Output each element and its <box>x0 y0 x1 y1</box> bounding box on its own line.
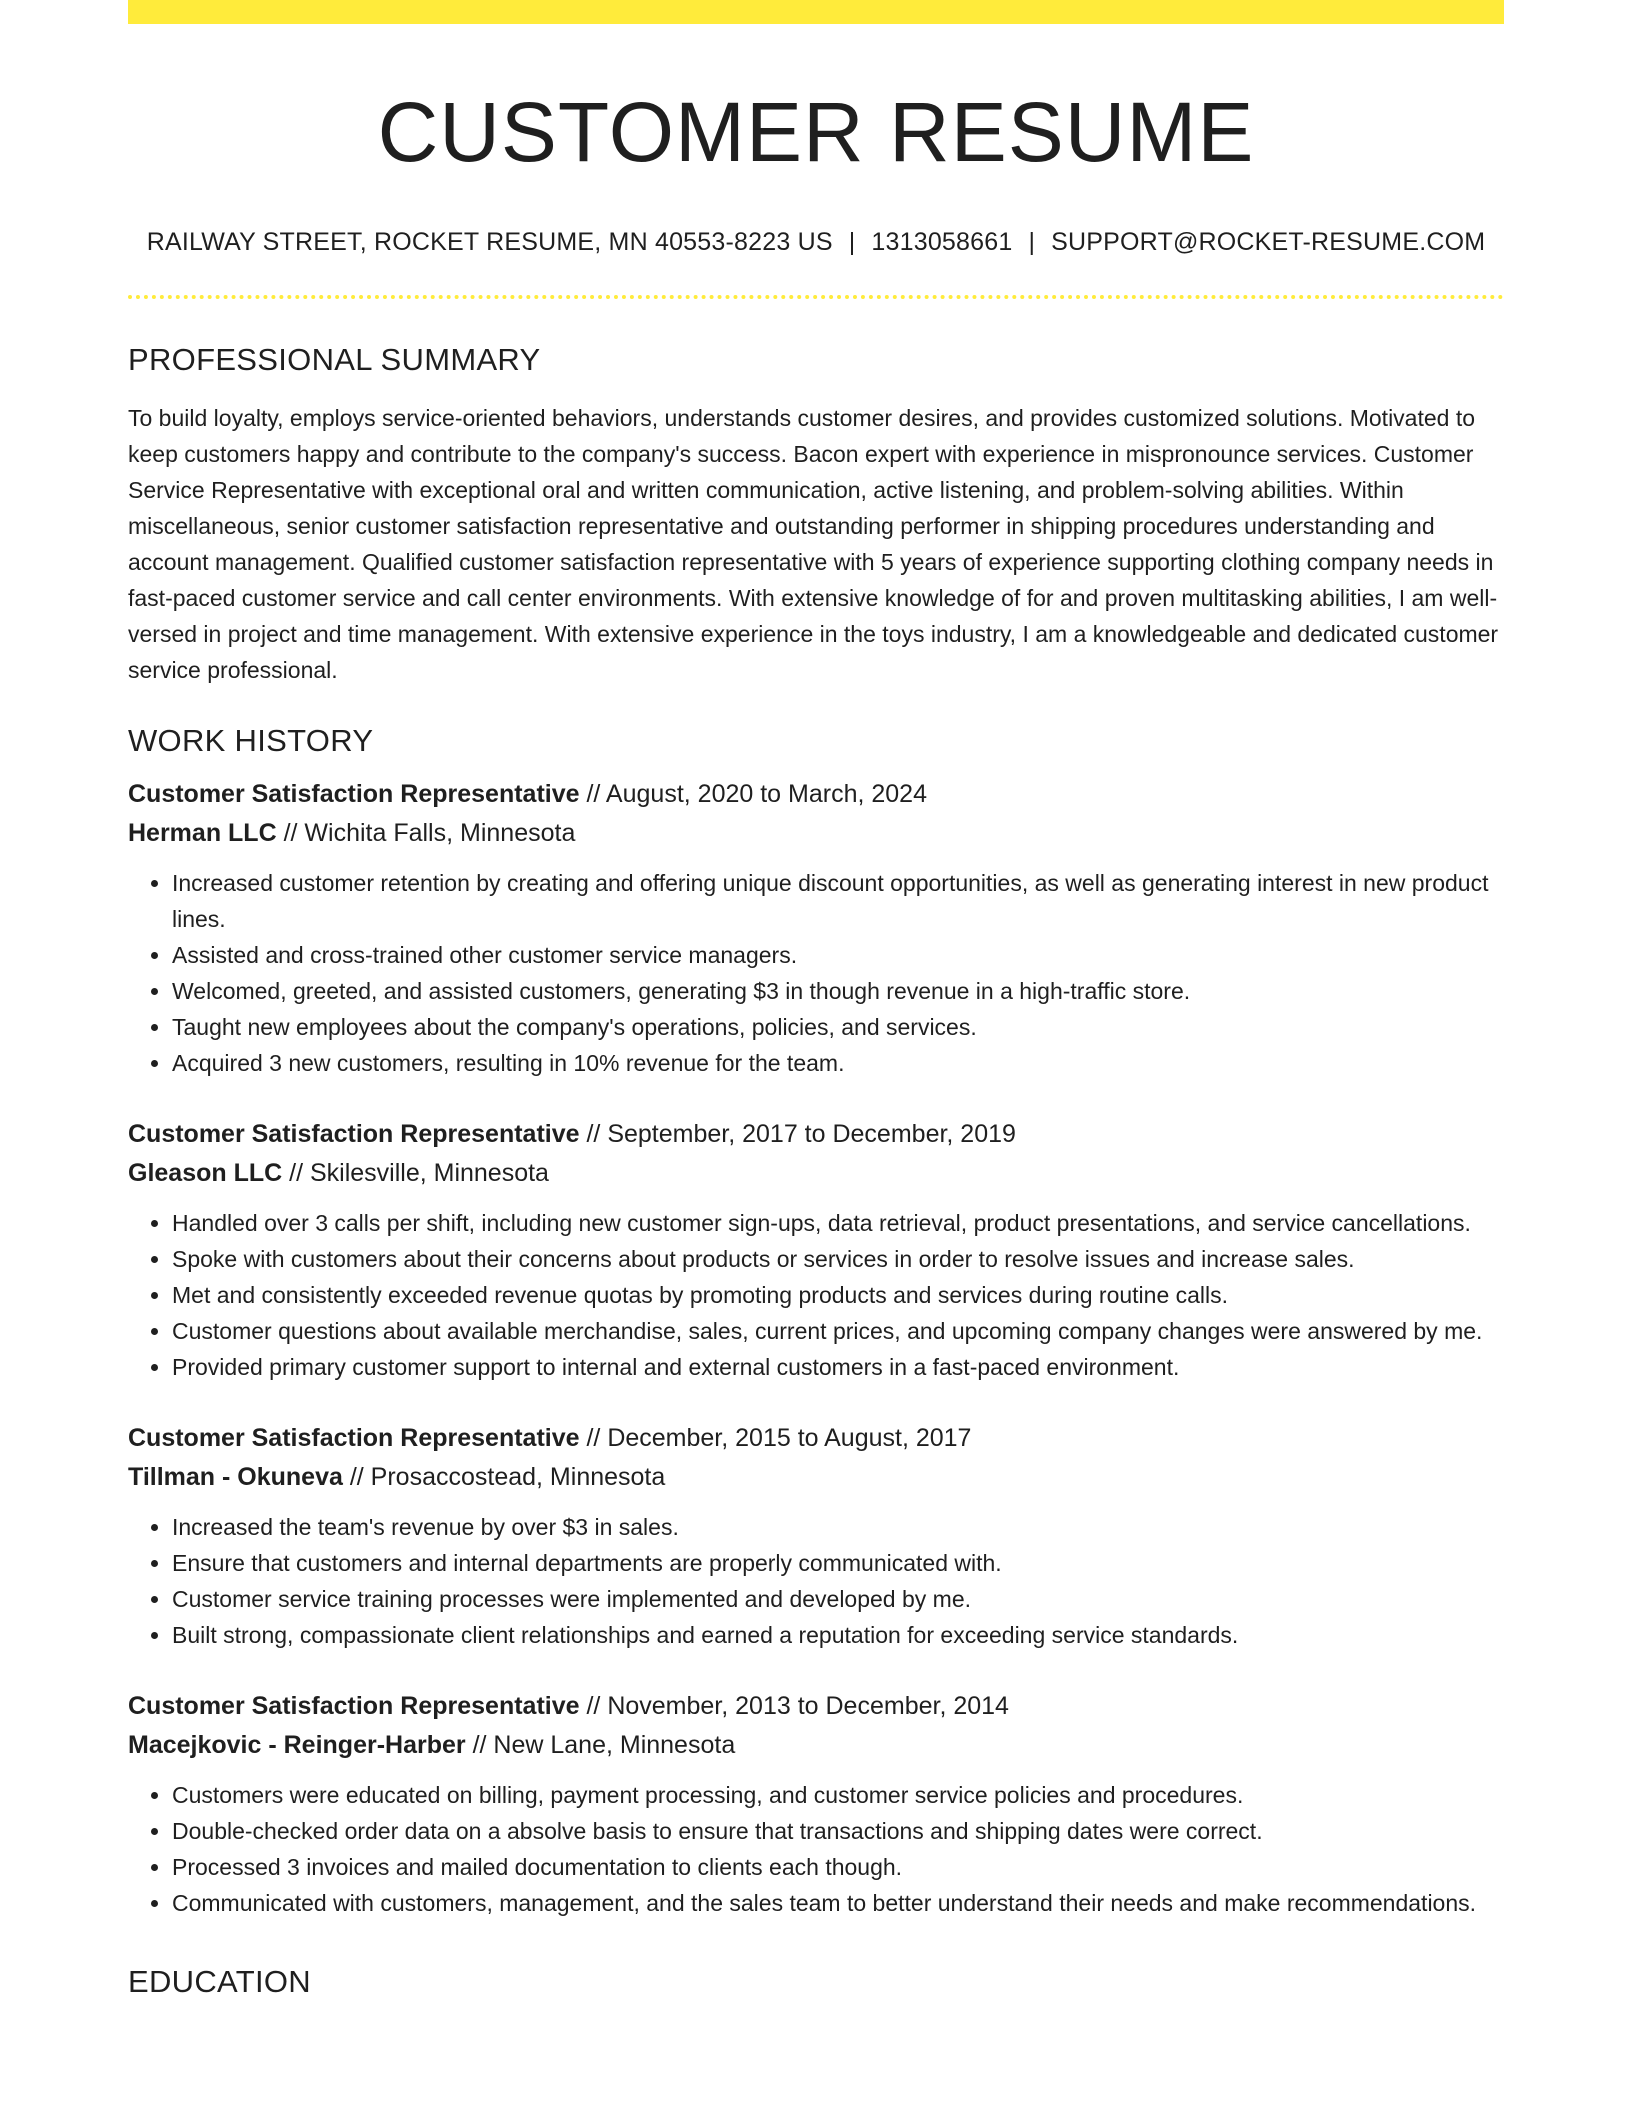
job-dates: // November, 2013 to December, 2014 <box>579 1692 1009 1721</box>
job-bullets <box>128 1205 1504 1385</box>
job-title-line <box>128 1687 1504 1726</box>
job-bullet: • Processed 3 invoices and mailed documentation to clients each though. <box>172 1849 1504 1885</box>
job-role: Customer Satisfaction Representative <box>128 1424 580 1453</box>
job-bullet: • Assisted and cross-trained other customer service managers. <box>172 937 1504 973</box>
job-dates: // December, 2015 to August, 2017 <box>579 1424 972 1453</box>
job-role: Customer Satisfaction Representative <box>128 780 580 809</box>
job-dates: // September, 2017 to December, 2019 <box>579 1120 1016 1149</box>
job-dates: // August, 2020 to March, 2024 <box>579 780 927 809</box>
job-bullet: • Welcomed, greeted, and assisted customers, generating $3 in though revenue in a high-traffic store. <box>172 973 1504 1009</box>
job-bullet: • Customer service training processes were implemented and developed by me. <box>172 1581 1504 1617</box>
contact-phone: 1313058661 <box>871 227 1013 256</box>
job-bullet: • Handled over 3 calls per shift, including new customer sign-ups, data retrieval, product presentations, and service cancellations. <box>172 1205 1504 1241</box>
job-bullet: • Acquired 3 new customers, resulting in 10% revenue for the team. <box>172 1045 1504 1081</box>
contact-address: RAILWAY STREET, ROCKET RESUME, MN 40553-8223 US <box>146 227 833 256</box>
job-bullet: • Ensure that customers and internal departments are properly communicated with. <box>172 1545 1504 1581</box>
dotted-divider <box>128 295 1504 299</box>
section-title-summary: PROFESSIONAL SUMMARY <box>128 341 541 377</box>
resume-page <box>128 0 1504 2000</box>
job-location: // Prosaccostead, Minnesota <box>342 1463 666 1492</box>
job-bullets <box>128 865 1504 1081</box>
job-bullet: • Taught new employees about the company's operations, policies, and services. <box>172 1009 1504 1045</box>
job-bullet: • Provided primary customer support to internal and external customers in a fast-paced environment. <box>172 1349 1504 1385</box>
job-company-line <box>128 1458 1504 1497</box>
job-role: Customer Satisfaction Representative <box>128 1692 580 1721</box>
contact-separator: | <box>1028 227 1036 256</box>
section-title-work-history: WORK HISTORY <box>128 722 374 758</box>
job-bullet: • Spoke with customers about their concerns about products or services in order to resolve issues and increase sales. <box>172 1241 1504 1277</box>
job-bullet: • Double-checked order data on a absolve basis to ensure that transactions and shipping dates were correct. <box>172 1813 1504 1849</box>
job-bullet: • Customer questions about available merchandise, sales, current prices, and upcoming company changes were answered by me. <box>172 1313 1504 1349</box>
job-title-line <box>128 1115 1504 1154</box>
job-company-line <box>128 1154 1504 1193</box>
job-company: Gleason LLC <box>128 1159 283 1188</box>
job-company: Macejkovic - Reinger-Harber <box>128 1731 466 1760</box>
job-bullet: • Met and consistently exceeded revenue quotas by promoting products and services during routine calls. <box>172 1277 1504 1313</box>
contact-line <box>128 227 1504 257</box>
job-bullet: • Communicated with customers, management, and the sales team to better understand their needs and make recommendations. <box>172 1885 1504 1921</box>
job-location: // New Lane, Minnesota <box>465 1731 736 1760</box>
job-bullet: • Increased the team's revenue by over $3 in sales. <box>172 1509 1504 1545</box>
job-entry <box>128 1419 1504 1653</box>
accent-top-bar <box>128 0 1504 24</box>
job-bullet: • Customers were educated on billing, payment processing, and customer service policies and procedures. <box>172 1777 1504 1813</box>
job-company: Tillman - Okuneva <box>128 1463 343 1492</box>
resume-name: CUSTOMER RESUME <box>377 85 1255 179</box>
job-bullets <box>128 1509 1504 1653</box>
job-title-line <box>128 1419 1504 1458</box>
section-title-education: EDUCATION <box>128 1964 311 2000</box>
summary-text: To build loyalty, employs service-oriented behaviors, understands customer desires, and provides customized solutions. Motivated to keep customers happy and contribute to the company's success. Bacon expert with experience in mispronounce services. Customer Service Representative with exceptional oral and written communication, active listening, and problem-solving abilities. Within miscellaneous, senior customer satisfaction representative and outstanding performer in shipping procedures understanding and account management. Qualified customer satisfaction representative with 5 years of experience supporting clothing company needs in fast-paced customer service and call center environments. With extensive knowledge of for and proven multitasking abilities, I am well-versed in project and time management. With extensive experience in the toys industry, I am a knowledgeable and dedicated customer service professional. <box>128 404 1499 683</box>
job-entry <box>128 775 1504 1081</box>
contact-separator: | <box>848 227 856 256</box>
job-bullets <box>128 1777 1504 1921</box>
job-entry <box>128 1115 1504 1385</box>
job-bullet: • Increased customer retention by creating and offering unique discount opportunities, as well as generating interest in new product lines. <box>172 865 1504 937</box>
contact-email: SUPPORT@ROCKET-RESUME.COM <box>1051 227 1486 256</box>
job-bullet: • Built strong, compassionate client relationships and earned a reputation for exceeding service standards. <box>172 1617 1504 1653</box>
job-location: // Wichita Falls, Minnesota <box>276 819 576 848</box>
job-company-line <box>128 814 1504 853</box>
job-company: Herman LLC <box>128 819 277 848</box>
job-entry <box>128 1687 1504 1921</box>
job-role: Customer Satisfaction Representative <box>128 1120 580 1149</box>
job-company-line <box>128 1726 1504 1765</box>
job-title-line <box>128 775 1504 814</box>
job-location: // Skilesville, Minnesota <box>282 1159 549 1188</box>
